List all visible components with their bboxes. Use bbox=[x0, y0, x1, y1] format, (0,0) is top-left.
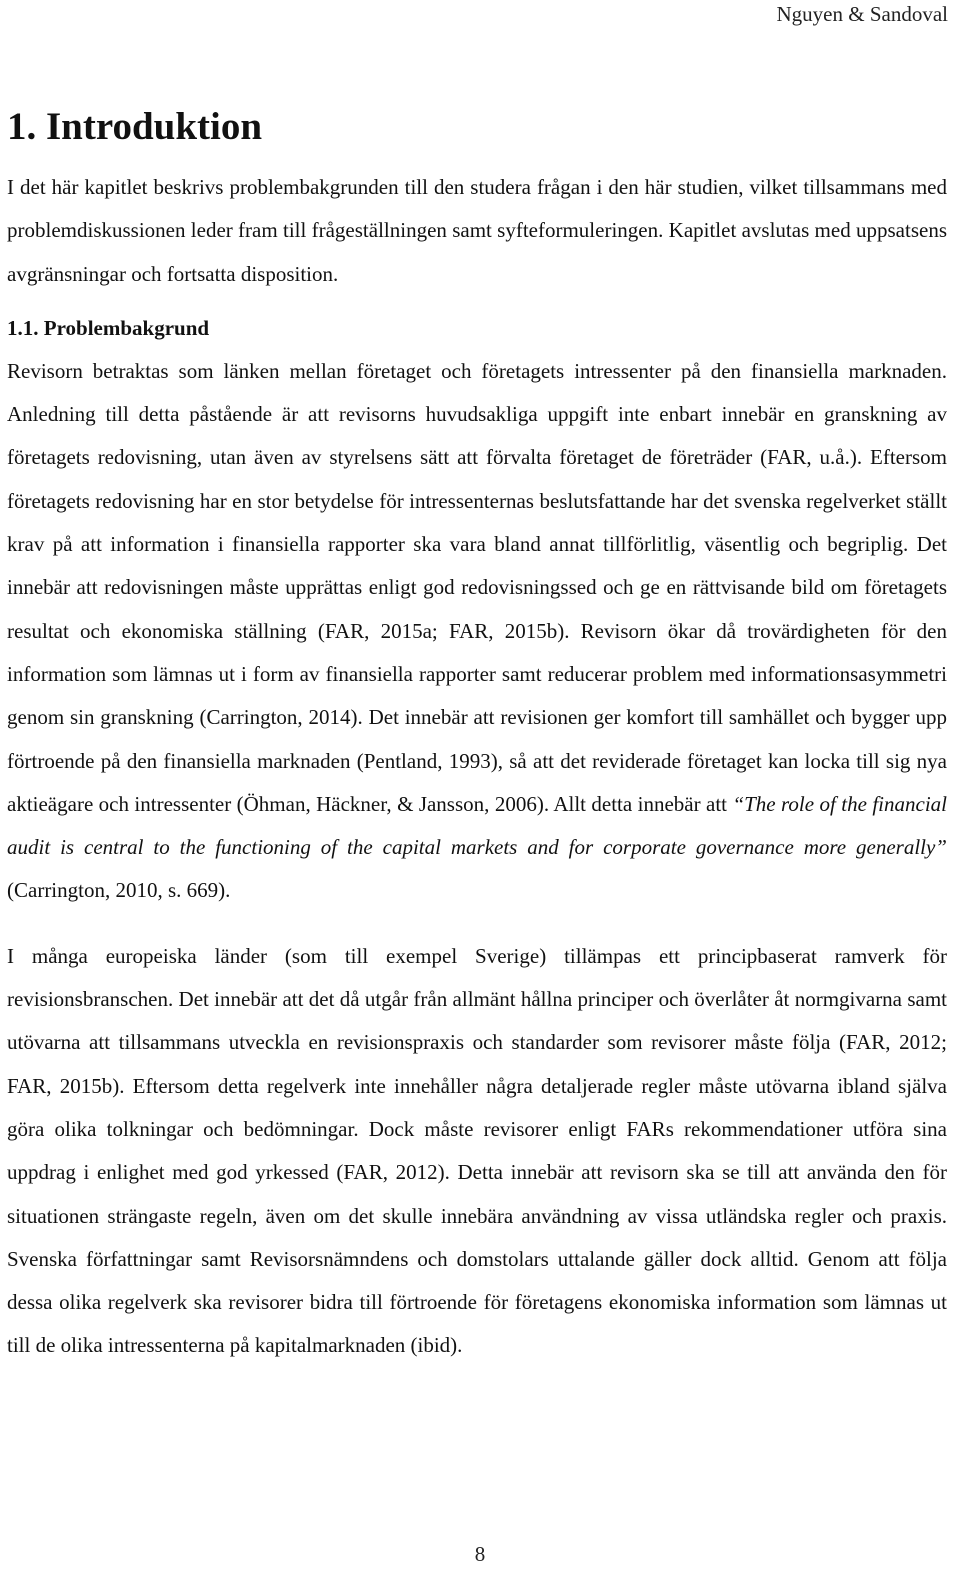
section-title: 1.1. Problembakgrund bbox=[7, 315, 210, 340]
running-header-authors: Nguyen & Sandoval bbox=[776, 2, 948, 26]
italic-quote: “The role of the financial audit is central to the functioning of the capital markets and for corporate governance more generally” bbox=[7, 791, 947, 860]
chapter-title: 1. Introduktion bbox=[7, 105, 263, 148]
page-number: 8 bbox=[474, 1542, 486, 1566]
page-content bbox=[7, 100, 947, 1368]
problem-background-paragraph bbox=[7, 350, 947, 913]
quote-citation: (Carrington, 2010, s. 669). bbox=[7, 878, 231, 903]
paragraph-text: Revisorn betraktas som länken mellan företaget och företagets intressenter på den finansiella marknaden. Anledning till detta påstående är att revisorns huvudsakliga uppgift inte enbart innebär en granskning av företagets redovisning, utan även av styrelsens sätt att förvalta företaget de företräder (FAR, u.å.). Eftersom företagets redovisning har en stor betydelse för intressenternas beslutsfattande har det svenska regelverket ställt krav på att information i finansiella rapporter ska vara bland annat tillförlitlig, väsentlig och begriplig. Det innebär att redovisningen måste upprättas enligt god redovisningssed och ge en rättvisande bild om företagets resultat och ekonomiska ställning (FAR, 2015a; FAR, 2015b). Revisorn ökar då trovärdigheten för den information som lämnas ut i form av finansiella rapporter samt reducerar problem med informationsasymmetri genom sin granskning (Carrington, 2014). Det innebär att revisionen ger komfort till samhället och bygger upp förtroende på den finansiella marknaden (Pentland, 1993), så att det reviderade företaget kan locka till sig nya aktieägare och intressenter (Öhman, Häckner, & Jansson, 2006). Allt detta innebär att bbox=[7, 358, 947, 816]
regulation-paragraph: I många europeiska länder (som till exempel Sverige) tillämpas ett principbaserat ramverk för revisionsbranschen. Det innebär att det då utgår från allmänt hållna principer och överlåter åt normgivarna samt utövarna att tillsammans utveckla en revisionspraxis och standarder som revisorer måste följa (FAR, 2012; FAR, 2015b). Eftersom detta regelverk inte innehåller några detaljerade regler måste utövarna ibland själva göra olika tolkningar och bedömningar. Dock måste revisorer enligt FARs rekommendationer utföra sina uppdrag i enlighet med god yrkessed (FAR, 2012). Detta innebär att revisorn ska se till att använda den för situationen strängaste regeln, även om det skulle innebära användning av vissa utländska regler och praxis. Svenska författningar samt Revisorsnämndens och domstolars uttalande gäller dock alltid. Genom att följa dessa olika regelverk ska revisorer bidra till förtroende för företagens ekonomiska information som lämnas ut till de olika intressenterna på kapitalmarknaden (ibid). bbox=[7, 943, 947, 1358]
chapter-intro-paragraph: I det här kapitlet beskrivs problembakgrunden till den studera frågan i den här studien, vilket tillsammans med problemdiskussionen leder fram till frågeställningen samt syfteformuleringen. Kapitlet avslutas med uppsatsens avgränsningar och fortsatta disposition. bbox=[7, 175, 947, 286]
